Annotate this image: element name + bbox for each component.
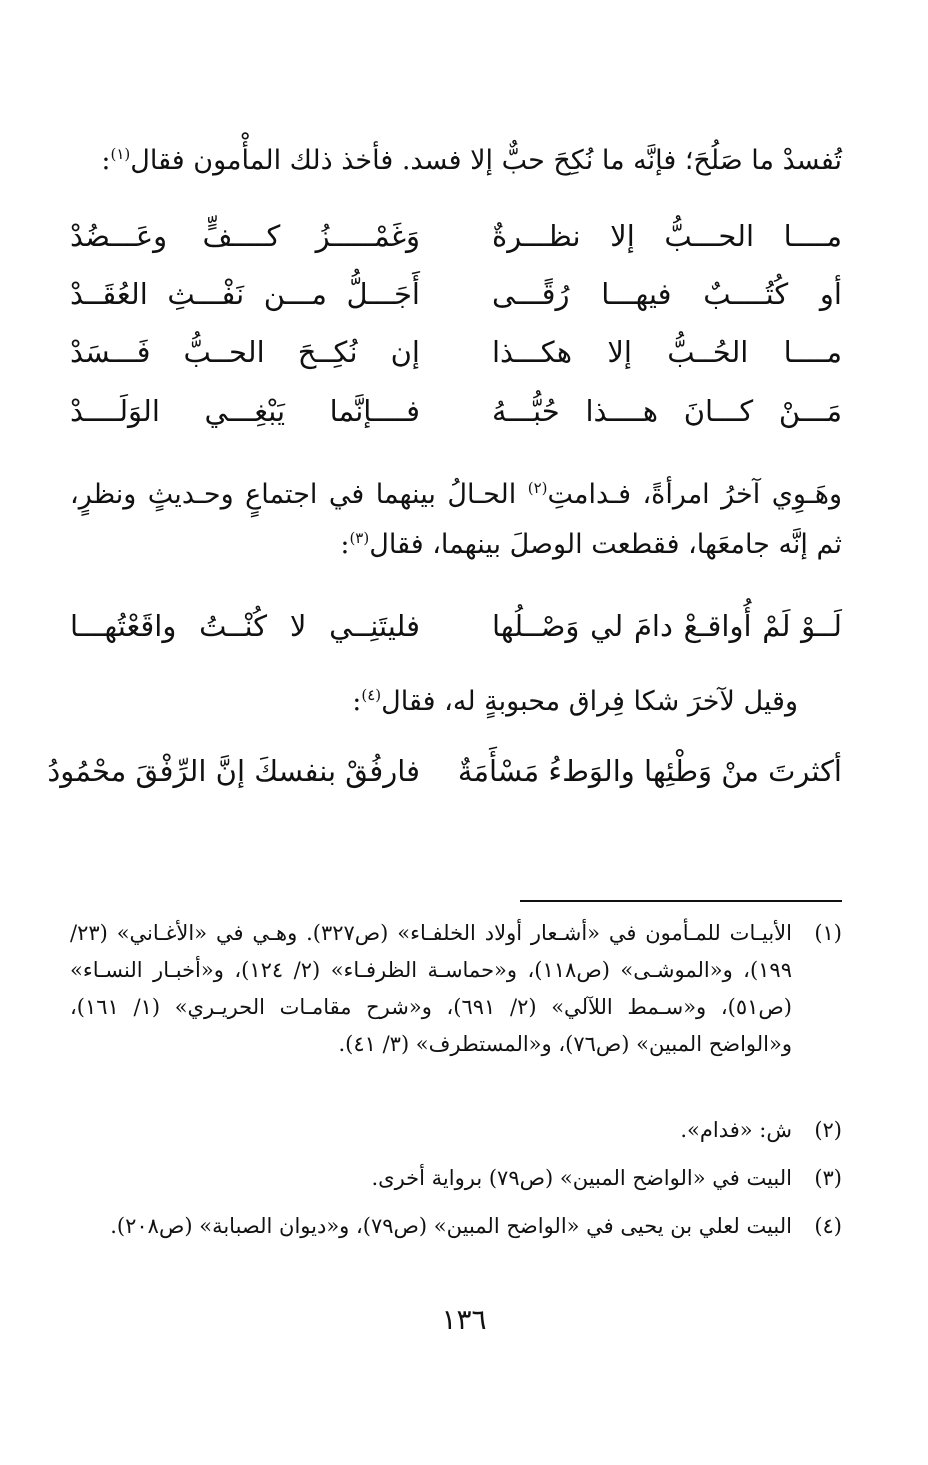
hemistich-first: مَـــنْ كـــانَ هــــذا حُبُّـــهُ (492, 394, 842, 428)
paragraph-1-text: تُفسدْ ما صَلُحَ؛ فإنَّه ما نُكِحَ حبٌّ إلا فسد. فأخذ ذلك المأْمون فقال (130, 145, 842, 176)
footnote-ref-1: (١) (110, 145, 131, 163)
hemistich-second: فليتَنِــي لا كُنْــتُ واقَعْتُهـــا (70, 609, 420, 643)
hemistich-first: أو كُتُــــبٌ فيهـــا رُقًـــى (492, 277, 842, 311)
footnote-text: الأبيـات للمـأمون في «أشـعار أولاد الخلفـاء» (ص٣٢٧). وهـي في «الأغـاني» (٢٣/ ١٩٩)، و«الموشـى» (ص١١٨)، و«حماسـة الظرفـاء» (٢/ ١٢٤)، و«أخبـار النسـاء» (ص٥١)، و«سـمط اللآلي» (٢/ ٦٩١)، و«شرح مقامـات الحريـري» (١/ ١٦١)، و«الواضح المبين» (ص٧٦)، و«المستطرف» (٣/ ٤١). (70, 921, 792, 1056)
footnote-2 (70, 1112, 842, 1149)
page-number: ١٣٦ (441, 1303, 487, 1336)
footnote-ref-2: (٢) (527, 479, 548, 497)
hemistich-first: مــــا الحُــبُّ إلا هكـــذا (492, 335, 842, 369)
paragraph-2 (70, 470, 842, 570)
paragraph-3 (70, 677, 842, 727)
footnote-number: (٣) (814, 1166, 842, 1190)
footnote-text: البيت لعلي بن يحيى في «الواضح المبين» (ص٧٩)، و«ديوان الصبابة» (ص٢٠٨). (110, 1214, 792, 1238)
hemistich-first: لَــوْ لَمْ أُواقـعْ دامَ لي وَصْــلُها (492, 609, 842, 643)
paragraph-1-colon: : (101, 145, 111, 176)
paragraph-2-text-a: وهَـوِي آخرُ امرأةً، فـدامتِ (547, 479, 842, 510)
paragraph-3-colon: : (352, 686, 362, 717)
footnote-number: (٤) (814, 1214, 842, 1238)
footnote-separator (520, 900, 842, 902)
footnote-number: (٢) (814, 1118, 842, 1142)
hemistich-second: فــــإنَّما يَبْغِـــي الوَلَــــدْ (70, 394, 420, 428)
footnote-ref-4: (٤) (361, 686, 382, 704)
hemistich-first: مــــا الحـــبُّ إلا نظـــرةٌ (492, 219, 842, 253)
footnote-1 (70, 915, 842, 1063)
footnote-3 (70, 1160, 842, 1197)
poem-1-verse-4 (70, 383, 842, 439)
hemistich-second: فارفُقْ بنفسكَ إنَّ الرِّفْقَ محْمُودُ (47, 754, 420, 788)
hemistich-second: إن نُكِــحَ الحــبُّ فَـــسَدْ (70, 335, 420, 369)
poem-2-verse (70, 598, 842, 654)
footnote-text: ش: «فدام». (680, 1118, 792, 1142)
poem-1-verse-1 (70, 208, 842, 264)
hemistich-first: أكثرتَ منْ وَطْئِها والوَطءُ مَسْأَمَةٌ (457, 754, 842, 788)
footnote-text: البيت في «الواضح المبين» (ص٧٩) برواية أخرى. (371, 1166, 792, 1190)
paragraph-2-text-b: الحـالُ بينهما في اجتماعٍ وحـديثٍ ونظرٍ، ثم إنَّه جامعَها، فقطعت الوصلَ بينهما، فقال (70, 479, 842, 560)
poem-3-verse (47, 743, 842, 799)
poem-1-verse-2 (70, 266, 842, 322)
hemistich-second: وَغَمْـــــزُ كــــفٍّ وعَـــضُدْ (70, 219, 420, 253)
hemistich-second: أَجَـــلُّ مـــن نَفْـــثِ العُقَــدْ (70, 277, 420, 311)
footnote-number: (١) (814, 921, 842, 945)
footnote-4 (70, 1208, 842, 1245)
paragraph-2-colon: : (340, 529, 350, 560)
poem-1-verse-3 (70, 324, 842, 380)
paragraph-3-text: وقيل لآخرَ شكا فِراق محبوبةٍ له، فقال (381, 686, 798, 717)
footnote-ref-3: (٣) (349, 529, 370, 547)
paragraph-1 (70, 136, 842, 186)
